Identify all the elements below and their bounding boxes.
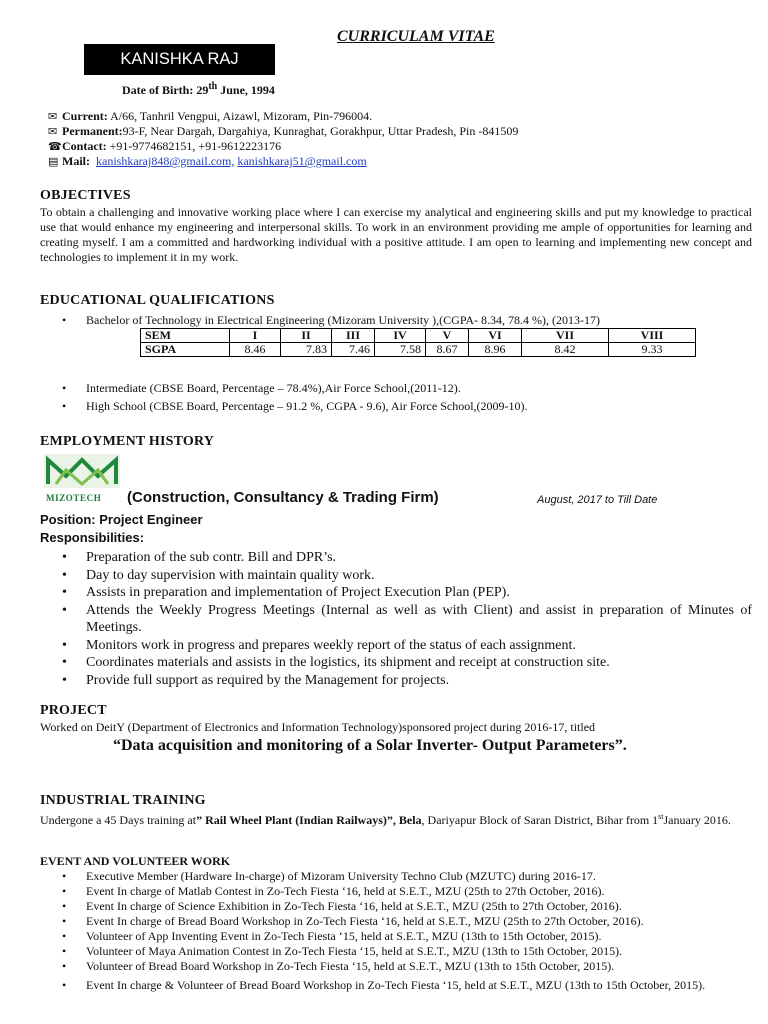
list-item: • Event In charge of Matlab Contest in Zo-Tech Fiesta ‘16, held at S.E.T., MZU (25th to 27th October, 2016). xyxy=(40,884,760,899)
list-item: • Monitors work in progress and prepares weekly report of the status of each assignment. xyxy=(40,637,752,655)
training-text: Undergone a 45 Days training at” Rail Wheel Plant (Indian Railways)”, Bela, Dariyapur Block of Saran District, Bihar from 1stJanuary 2016. xyxy=(40,812,731,827)
name-banner: KANISHKA RAJ xyxy=(84,44,275,75)
list-item: • Day to day supervision with maintain quality work. xyxy=(40,567,752,585)
list-item: • Event In charge of Science Exhibition in Zo-Tech Fiesta ‘16, held at S.E.T., MZU (25th to 27th October, 2016). xyxy=(40,899,760,914)
table-header-cell: II xyxy=(281,329,332,343)
list-item: • Intermediate (CBSE Board, Percentage – 78.4%),Air Force School,(2011-12). xyxy=(40,379,752,397)
education-list-top xyxy=(40,311,752,329)
list-item: • Volunteer of App Inventing Event in Zo-Tech Fiesta ‘15, held at S.E.T., MZU (13th to 15th October, 2015). xyxy=(40,929,760,944)
list-item: • Preparation of the sub contr. Bill and DPR’s. xyxy=(40,549,752,567)
permanent-address: ✉ Permanent:93-F, Near Dargah, Dargahiya, Kunraghat, Gorakhpur, Uttar Pradesh, Pin -841509 xyxy=(48,124,519,138)
events-list xyxy=(40,869,760,993)
objectives-text: To obtain a challenging and innovative working place where I can exercise my analytical and engineering skills and put my knowledge to practical use that would enhance my engineering and interpersonal skills. To work in an environment providing me ample of opportunities for learning and creating myself. I am a committed and hardworking individual with a positive attitude. I am open to learning and implementing new concept and technologies to implement it in my work. xyxy=(40,205,752,264)
list-item: • Provide full support as required by the Management for projects. xyxy=(40,672,752,690)
table-header-cell: I xyxy=(230,329,281,343)
responsibilities-list xyxy=(40,549,752,689)
education-heading: EDUCATIONAL QUALIFICATIONS xyxy=(40,293,275,308)
table-cell: 8.96 xyxy=(469,343,522,357)
list-item: • Volunteer of Bread Board Workshop in Zo-Tech Fiesta ‘15, held at S.E.T., MZU (13th to 15th October, 2015). xyxy=(40,959,760,974)
table-header-cell: III xyxy=(332,329,375,343)
events-heading: EVENT AND VOLUNTEER WORK xyxy=(40,854,231,868)
project-heading: PROJECT xyxy=(40,703,107,718)
table-header-cell: VII xyxy=(522,329,609,343)
list-item: • Volunteer of Maya Animation Contest in Zo-Tech Fiesta ‘15, held at S.E.T., MZU (13th to 15th October, 2015). xyxy=(40,944,760,959)
email-link-2[interactable]: kanishkaraj51@gmail.com xyxy=(237,154,367,168)
mailbox-icon: ▤ xyxy=(48,155,59,168)
table-header-cell: IV xyxy=(375,329,426,343)
email-link-1[interactable]: kanishkaraj848@gmail.com, xyxy=(96,154,235,168)
table-header-cell: VI xyxy=(469,329,522,343)
table-header-row xyxy=(141,329,696,343)
list-item: • Attends the Weekly Progress Meetings (Internal as well as with Client) and assist in preparation of Minutes of Meetings. xyxy=(40,602,752,637)
training-heading: INDUSTRIAL TRAINING xyxy=(40,793,206,808)
table-row xyxy=(141,343,696,357)
list-item: • Executive Member (Hardware In-charge) of Mizoram University Techno Club (MZUTC) during 2016-17. xyxy=(40,869,760,884)
table-cell: 8.42 xyxy=(522,343,609,357)
phone-icon: ☎ xyxy=(48,140,62,153)
table-cell: 7.83 xyxy=(281,343,332,357)
envelope-icon: ✉ xyxy=(48,110,58,123)
project-title: “Data acquisition and monitoring of a Solar Inverter- Output Parameters”. xyxy=(113,737,627,754)
employment-heading: EMPLOYMENT HISTORY xyxy=(40,434,215,449)
project-intro: Worked on DeitY (Department of Electronics and Information Technology)sponsored project during 2016-17, titled xyxy=(40,720,596,734)
table-cell: 7.58 xyxy=(375,343,426,357)
table-header-label: SEM xyxy=(141,329,230,343)
list-item: • Coordinates materials and assists in the logistics, its shipment and receipt at construction site. xyxy=(40,654,752,672)
objectives-heading: OBJECTIVES xyxy=(40,188,131,203)
date-of-birth: Date of Birth: 29th June, 1994 xyxy=(122,81,275,97)
email-contact: ▤ Mail: kanishkaraj848@gmail.com, kanishkaraj51@gmail.com xyxy=(48,154,367,168)
table-header-cell: V xyxy=(426,329,469,343)
employment-dates: August, 2017 to Till Date xyxy=(537,494,658,506)
table-cell: 7.46 xyxy=(332,343,375,357)
list-item: • Assists in preparation and implementation of Project Execution Plan (PEP). xyxy=(40,584,752,602)
table-cell: 8.67 xyxy=(426,343,469,357)
table-header-cell: VIII xyxy=(609,329,696,343)
phone-contact: ☎Contact: +91-9774682151, +91-9612223176 xyxy=(48,139,282,153)
table-cell: 8.46 xyxy=(230,343,281,357)
mizotech-logo xyxy=(44,454,120,488)
list-item: • Bachelor of Technology in Electrical Engineering (Mizoram University ),(CGPA- 8.34, 78.4 %), (2013-17) xyxy=(40,311,752,329)
table-row-label: SGPA xyxy=(141,343,230,357)
sgpa-table xyxy=(140,328,696,357)
education-list xyxy=(40,379,752,415)
document-title: CURRICULAM VITAE xyxy=(337,28,495,45)
current-address: ✉ Current: A/66, Tanhril Vengpui, Aizawl, Mizoram, Pin-796004. xyxy=(48,109,373,123)
list-item: • Event In charge & Volunteer of Bread Board Workshop in Zo-Tech Fiesta ‘15, held at S.E.T., MZU (13th to 15th October, 2015). xyxy=(40,978,760,993)
list-item: • Event In charge of Bread Board Workshop in Zo-Tech Fiesta ‘16, held at S.E.T., MZU (25th to 27th October, 2016). xyxy=(40,914,760,929)
table-cell: 9.33 xyxy=(609,343,696,357)
logo-text: MIZOTECH xyxy=(46,493,102,503)
responsibilities-heading: Responsibilities: xyxy=(40,530,145,545)
envelope-icon: ✉ xyxy=(48,125,58,138)
list-item: • High School (CBSE Board, Percentage – 91.2 %, CGPA - 9.6), Air Force School,(2009-10). xyxy=(40,397,752,415)
firm-description: (Construction, Consultancy & Trading Firm) xyxy=(127,489,439,506)
position-title: Position: Project Engineer xyxy=(40,512,203,527)
